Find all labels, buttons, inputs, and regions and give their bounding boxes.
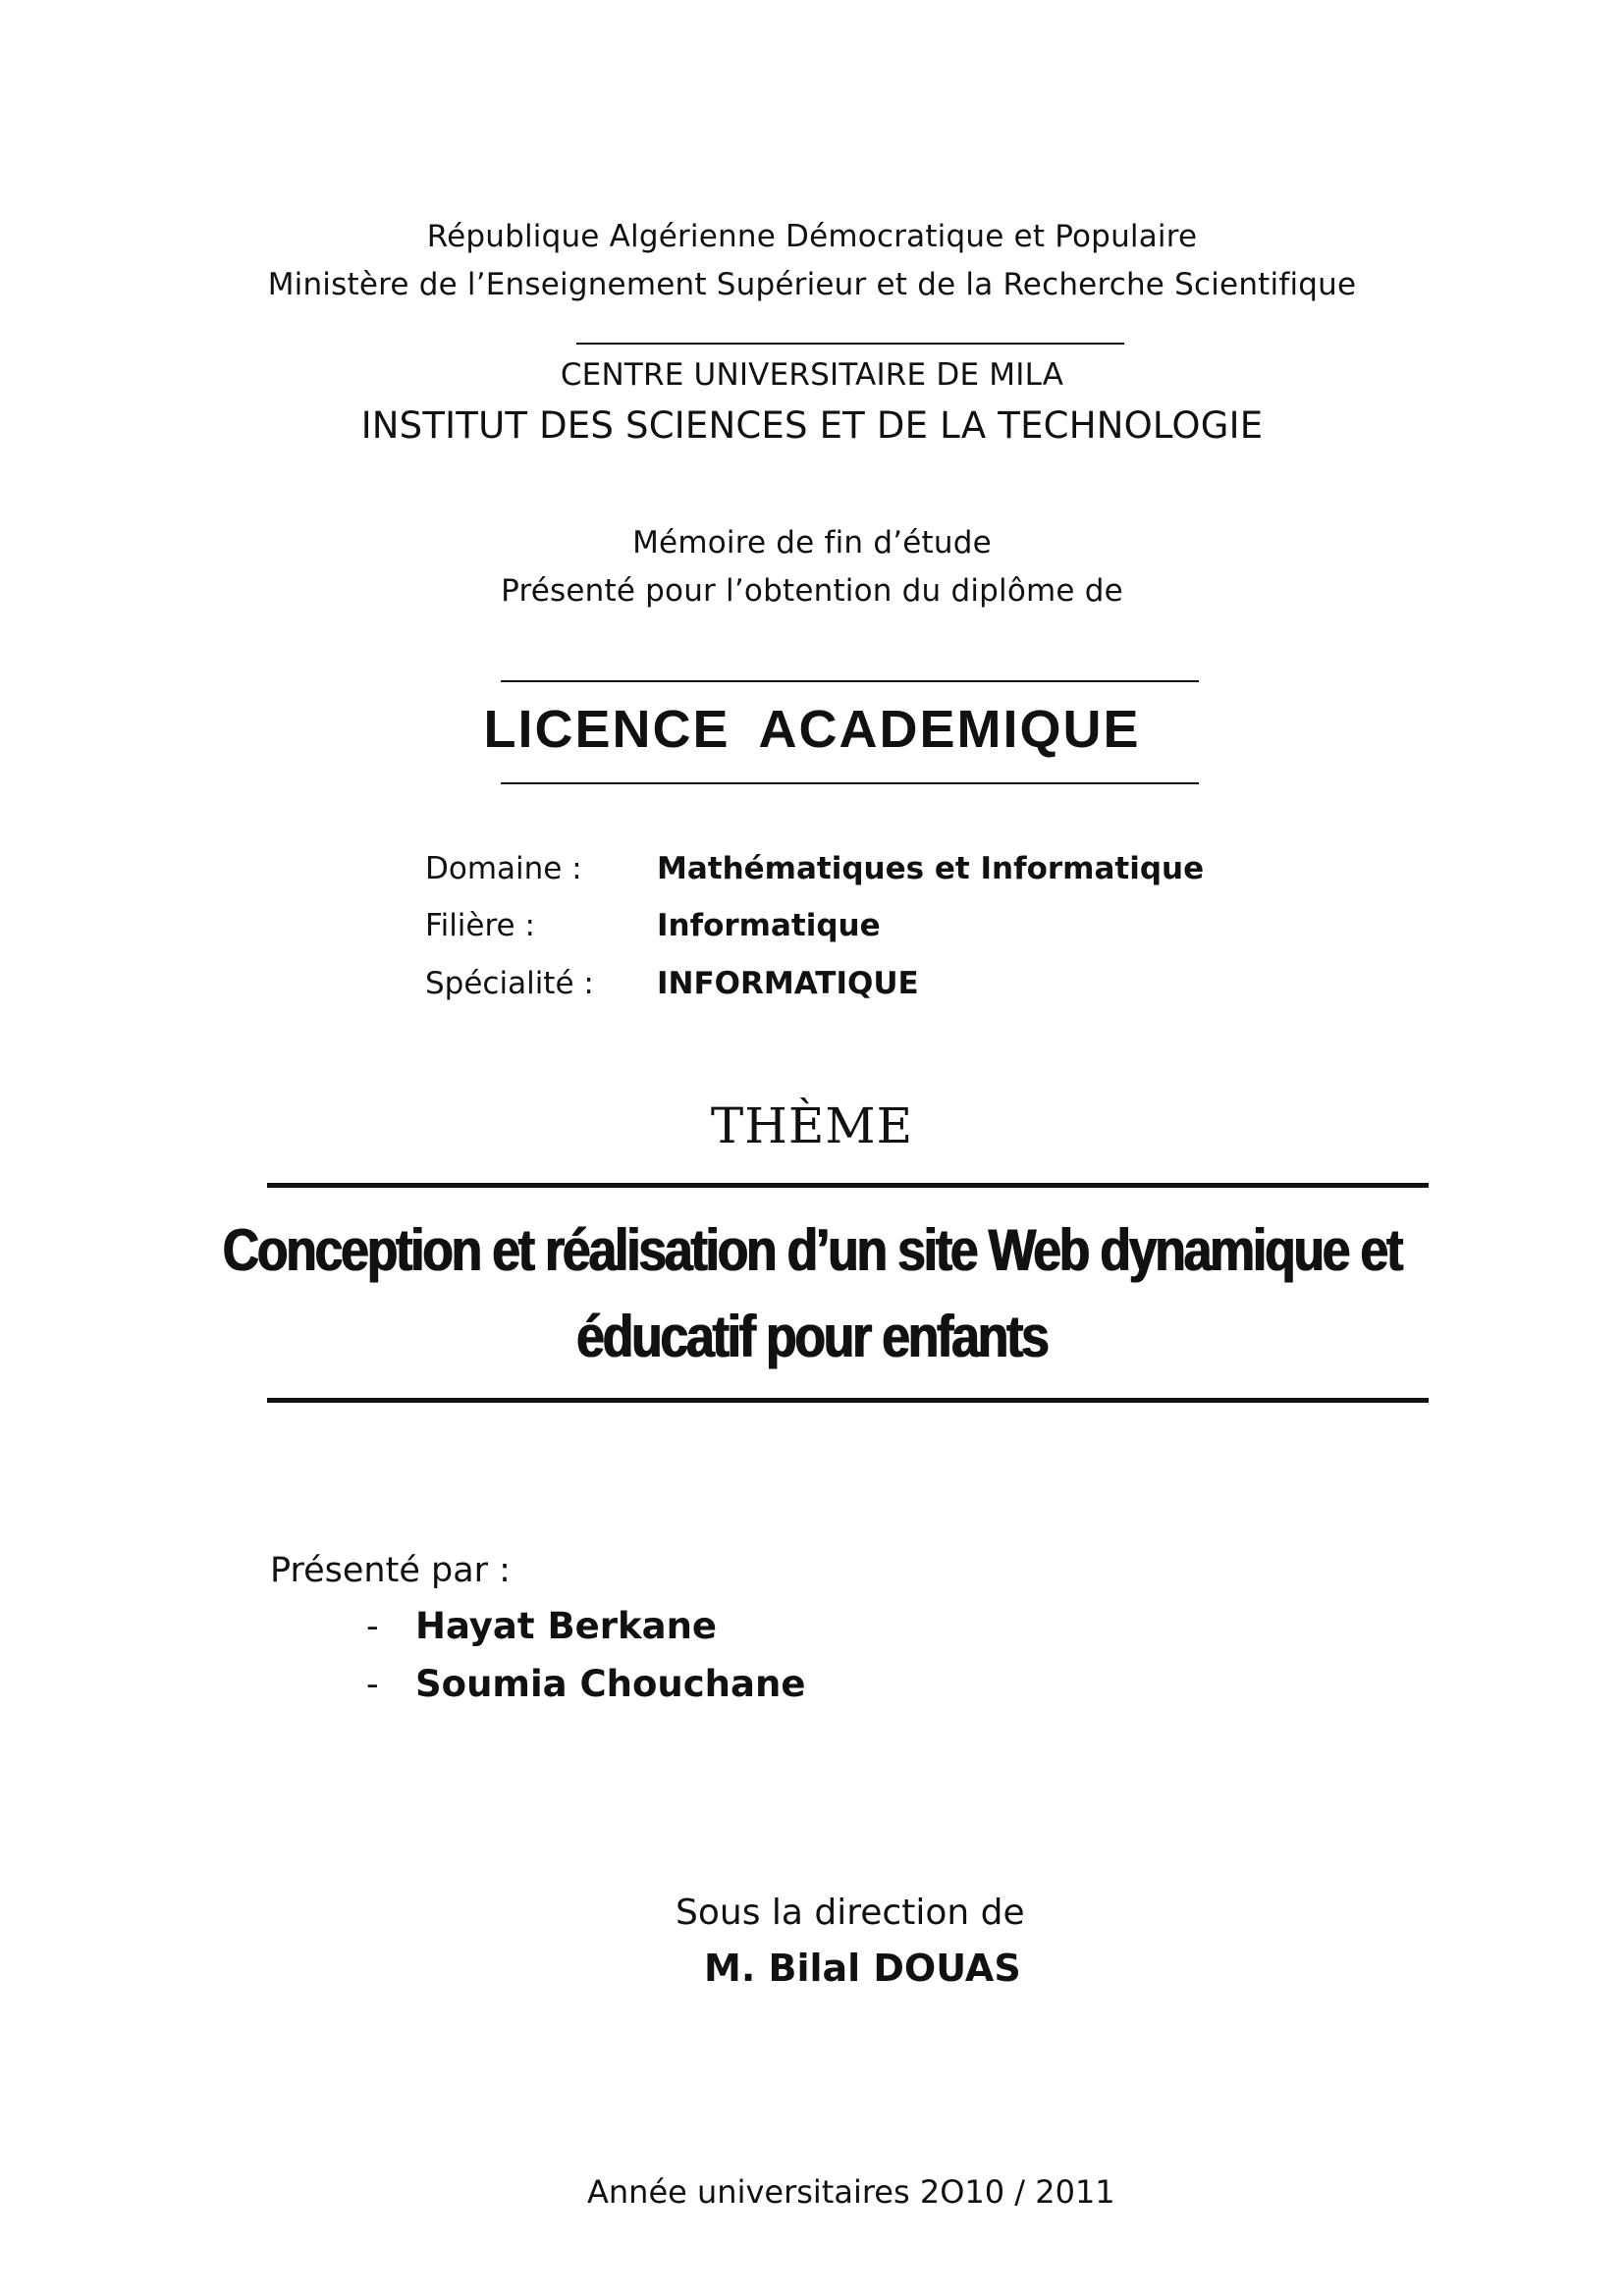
- field-label-filiere: Filière :: [425, 908, 535, 943]
- diploma-title: LICENCE ACADEMIQUE: [483, 700, 1141, 759]
- supervisor-name: M. Bilal DOUAS: [704, 1947, 1021, 1990]
- field-value-filiere: Informatique: [657, 908, 881, 943]
- diploma-intro-line: Présenté pour l’obtention du diplôme de: [501, 573, 1123, 609]
- diploma-bottom-rule: [501, 782, 1199, 784]
- field-label-specialite: Spécialité :: [425, 966, 594, 1001]
- field-value-domaine: Mathématiques et Informatique: [657, 851, 1205, 886]
- academic-year: Année universitaires 2O10 / 2011: [587, 2173, 1115, 2211]
- field-label-domaine: Domaine :: [425, 851, 582, 886]
- presented-by-label: Présenté par :: [270, 1551, 511, 1590]
- title-bottom-rule: [267, 1398, 1429, 1403]
- diploma-top-rule: [501, 680, 1199, 682]
- student-name: Hayat Berkane: [415, 1605, 718, 1647]
- memoire-line: Mémoire de fin d’étude: [632, 525, 992, 561]
- field-value-specialite: INFORMATIQUE: [657, 966, 919, 1001]
- student-name: Soumia Chouchane: [415, 1663, 806, 1705]
- republic-line: République Algérienne Démocratique et Populaire: [426, 219, 1198, 254]
- title-top-rule: [267, 1183, 1429, 1188]
- institute-name: INSTITUT DES SCIENCES ET DE LA TECHNOLOGIE: [360, 404, 1264, 447]
- thesis-title-line-2: éducatif pour enfants: [576, 1304, 1048, 1369]
- supervision-label: Sous la direction de: [676, 1893, 1025, 1933]
- student-bullet: -: [366, 1665, 379, 1704]
- university-name: CENTRE UNIVERSITAIRE DE MILA: [560, 357, 1064, 393]
- ministry-line: Ministère de l’Enseignement Supérieur et de la Recherche Scientifique: [267, 267, 1357, 302]
- student-bullet: -: [366, 1607, 379, 1646]
- theme-label: THÈME: [710, 1097, 914, 1154]
- header-divider: [576, 343, 1124, 345]
- thesis-title-line-1: Conception et réalisation d’un site Web dynamique et: [222, 1217, 1402, 1283]
